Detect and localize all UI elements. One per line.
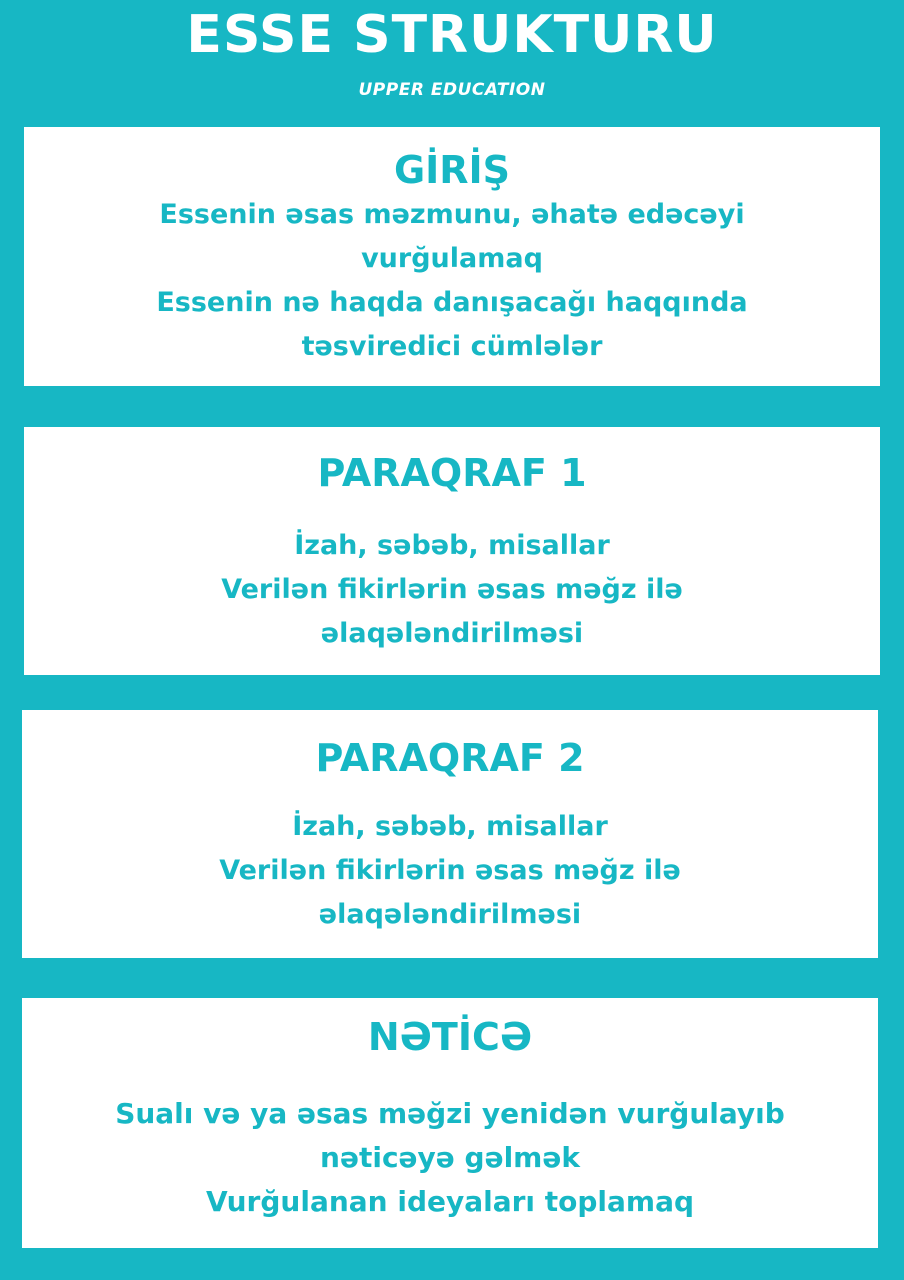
section-line: nəticəyə gəlmək xyxy=(320,1141,580,1174)
section-body-giris xyxy=(24,193,880,369)
section-card-paragraph-1 xyxy=(24,427,880,675)
section-line: Verilən fikirlərin əsas məğz ilə xyxy=(219,855,681,886)
section-heading-netice: NƏTİCƏ xyxy=(367,1015,533,1059)
section-heading-giris: GİRİŞ xyxy=(393,148,511,192)
section-line: Essenin əsas məzmunu, əhatə edəcəyi xyxy=(159,199,745,230)
section-line: Vurğulanan ideyaları toplamaq xyxy=(205,1185,695,1218)
section-line: əlaqələndirilməsi xyxy=(320,618,584,649)
page-title: ESSE STRUKTURU xyxy=(186,5,718,65)
section-line: Sualı və ya əsas məğzi yenidən vurğulayıb xyxy=(115,1097,785,1130)
section-line: vurğulamaq xyxy=(361,243,543,274)
section-line: Verilən fikirlərin əsas məğz ilə xyxy=(221,574,683,605)
section-card-giris xyxy=(24,127,880,386)
section-line: İzah, səbəb, misallar xyxy=(292,811,608,842)
section-heading-paragraph-1: PARAQRAF 1 xyxy=(317,451,587,495)
section-heading-paragraph-2: PARAQRAF 2 xyxy=(315,736,585,780)
section-body-paragraph-2 xyxy=(22,805,878,937)
section-card-netice xyxy=(22,998,878,1248)
section-line: əlaqələndirilməsi xyxy=(318,899,582,930)
page-subtitle: UPPER EDUCATION xyxy=(358,80,546,100)
section-card-paragraph-2 xyxy=(22,710,878,958)
section-body-paragraph-1 xyxy=(24,524,880,656)
section-body-netice xyxy=(22,1092,878,1224)
section-line: Essenin nə haqda danışacağı haqqında xyxy=(156,287,748,318)
section-line: İzah, səbəb, misallar xyxy=(294,530,610,561)
section-line: təsviredici cümlələr xyxy=(301,331,603,362)
